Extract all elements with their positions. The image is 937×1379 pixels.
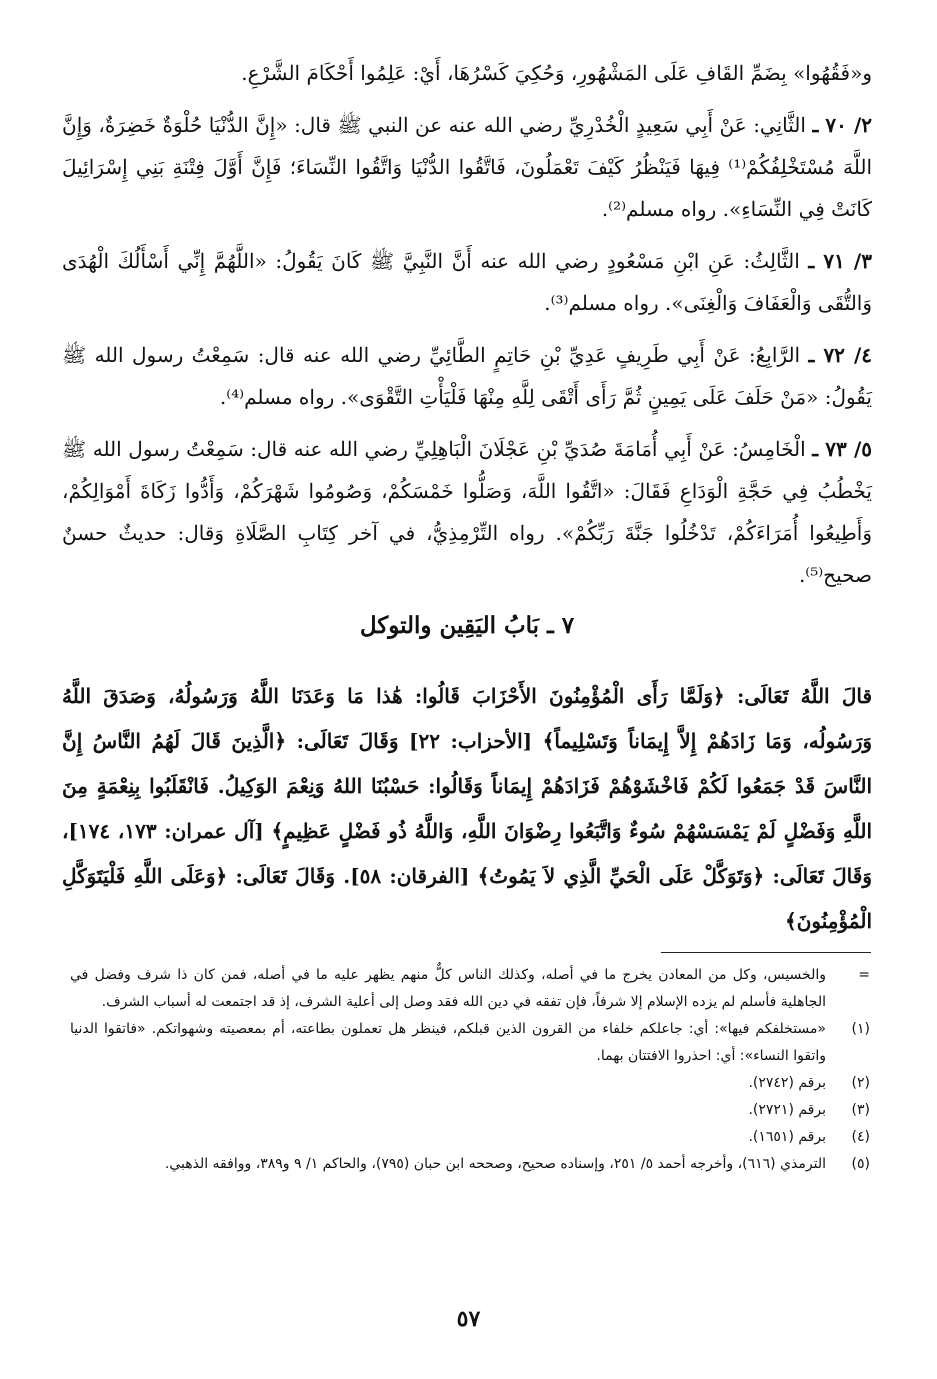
footnote-text: «مستخلفكم فيها»: أي: جاعلكم خلفاء من القرون الذين قبلكم، فينظر هل تعملون بطاعته، أم بمعصيته وشهواتكم. «فاتقوا الدنيا واتقوا النساء»: أي: احذروا الافتتان بهما. xyxy=(70,1021,826,1064)
footnote-mark: (٥) xyxy=(851,1156,870,1172)
footnote-2 xyxy=(70,1070,870,1097)
hadith-text: الثَّانِي: عَنْ أَبِي سَعِيدٍ الْخُدْرِيِّ رضي الله عنه عن النبي ﷺ قال: «إِنَّ الدُّنْيَا حُلْوَةٌ خَضِرَةٌ، وَإِنَّ اللَّهَ مُسْتَخْلِفُكُمْ⁽¹⁾ فِيهَا فَيَنْظُرُ كَيْفَ تَعْمَلُونَ، فَاتَّقُوا الدُّنْيَا وَاتَّقُوا النِّسَاءَ؛ فَإِنَّ أَوَّلَ فِتْنَةِ بَنِي إِسْرَائِيلَ كَانَتْ فِي النِّسَاءِ». رواه مسلم⁽²⁾. xyxy=(62,113,873,221)
footnote-4 xyxy=(70,1124,870,1151)
hadith-72 xyxy=(62,334,872,418)
footnote-text: برقم (١٦٥١). xyxy=(748,1129,826,1145)
footnote-1 xyxy=(70,1016,870,1070)
hadith-73 xyxy=(62,428,872,596)
footnotes xyxy=(70,962,870,1178)
hadith-text: الثَّالِثُ: عَنِ ابْنِ مَسْعُودٍ رضي الله عنه أَنَّ النَّبِيَّ ﷺ كَانَ يَقُولُ: «اللَّهُمَّ إِنِّي أَسْأَلُكَ الْهُدَى وَالتُّقَى وَالْعَفَافَ وَالْغِنَى». رواه مسلم⁽³⁾. xyxy=(62,249,872,315)
main-text xyxy=(62,52,872,944)
hadith-number: ٥/ ٧٣ ـ xyxy=(812,437,872,461)
intro-line: و«فَقُهُوا» بِضَمِّ القَافِ عَلَى المَشْهُورِ، وَحُكِيَ كَسْرُهَا، أَيْ: عَلِمُوا أَحْكَامَ الشَّرْعِ. xyxy=(241,61,872,85)
quran-verses: قالَ اللَّهُ تَعَالَى: ﴿وَلَمَّا رَأَى الْمُؤْمِنُونَ الأَحْزَابَ قَالُوا: هَٰذا مَا وَعَدَنَا اللَّهُ وَرَسُولُهُ، وَصَدَقَ اللَّهُ وَرَسُولُه، وَمَا زَادَهُمْ إِلاَّ إِيمَاناً وَتَسْلِيماً﴾ [الأحزاب: ٢٢] وَقَالَ تَعَالَى: ﴿الَّذِينَ قَالَ لَهُمُ النَّاسُ إِنَّ النَّاسَ قَدْ جَمَعُوا لَكُمْ فَاخْشَوْهُمْ فَزَادَهُمْ إِيمَاناً وَقَالُوا: حَسْبُنَا اللهُ وَنِعْمَ الوَكِيلُ. فَانْقَلَبُوا بِنِعْمَةٍ مِنَ اللَّهِ وَفَضْلٍ لَمْ يَمْسَسْهُمْ سُوءٌ وَاتَّبَعُوا رِضْوَانَ اللَّهِ، وَاللَّهُ ذُو فَضْلٍ عَظِيمٍ﴾ [آل عمران: ١٧٣، ١٧٤]، وَقَالَ تَعَالَى: ﴿وَتَوَكَّلْ عَلَى الْحَيِّ الَّذِي لاَ يَمُوتُ﴾ [الفرقان: ٥٨]. وَقَالَ تَعَالَى: ﴿وَعَلَى اللَّهِ فَلْيَتَوَكَّلِ الْمُؤْمِنُونَ﴾ xyxy=(62,684,873,933)
hadith-text: الرَّابِعُ: عَنْ أَبِي طَرِيفٍ عَدِيِّ بْنِ حَاتِمٍ الطَّائِيِّ رضي الله عنه قال: سَمِعْتُ رسول الله ﷺ يَقُولُ: «مَنْ حَلَفَ عَلَى يَمِينٍ ثُمَّ رَأَى أَتْقَى لِلَّهِ مِنْهَا فَلْيَأْتِ التَّقْوَى». رواه مسلم⁽⁴⁾. xyxy=(62,343,872,409)
footnote-3 xyxy=(70,1097,870,1124)
footnote-text: الترمذي (٦١٦)، وأخرجه أحمد ٥/ ٢٥١، وإسناده صحيح، وصححه ابن حبان (٧٩٥)، والحاكم ١/ ٩ و٣٨٩، ووافقه الذهبي. xyxy=(164,1156,826,1172)
footnote-text: برقم (٢٧٤٢). xyxy=(748,1075,826,1091)
footnote-text: والخسيس، وكل من المعادن يخرج ما في أصله، وكذلك الناس كلٌّ منهم يظهر عليه ما في أصله، فمن كان ذا شرف وفضل في الجاهلية فأسلم لم يزده الإسلام إلا شرفاً، فإن تفقه في دين الله فقد وصل إلى أعلية الشرف، إذ قد اجتمعت له أسباب الشرف. xyxy=(70,967,826,1010)
chapter-title: ٧ ـ بَابُ اليَقِين والتوكل xyxy=(359,612,575,639)
footnote-mark: (٤) xyxy=(851,1129,870,1145)
footnote-5 xyxy=(70,1151,870,1178)
hadith-70 xyxy=(62,104,872,230)
hadith-number: ٣/ ٧١ ـ xyxy=(808,249,872,273)
footnote-mark: (٣) xyxy=(851,1102,870,1118)
hadith-71 xyxy=(62,240,872,324)
footnote-continuation xyxy=(70,962,870,1016)
footnote-mark: = xyxy=(858,967,870,983)
footnote-text: برقم (٢٧٢١). xyxy=(748,1102,826,1118)
footnote-divider xyxy=(661,952,871,953)
footnote-mark: (١) xyxy=(851,1021,870,1037)
hadith-text: الْخَامِسُ: عَنْ أَبِي أُمَامَةَ صُدَيِّ بْنِ عَجْلَانَ الْبَاهِلِيِّ رضي الله عنه قال: سَمِعْتُ رسول الله ﷺ يَخْطُبُ فِي حَجَّةِ الْوَدَاعِ فَقَالَ: «اتَّقُوا اللَّهَ، وَصَلُّوا خَمْسَكُمْ، وَصُومُوا شَهْرَكُمْ، وَأَدُّوا زَكَاةَ أَمْوَالِكُمْ، وَأَطِيعُوا أُمَرَاءَكُمْ، تَدْخُلُوا جَنَّةَ رَبِّكُمْ». رواه التِّرْمِذِيُّ، في آخر كِتَابِ الصَّلَاةِ وَقال: حديثٌ حسنٌ صحيح⁽⁵⁾. xyxy=(62,437,872,587)
footnote-mark: (٢) xyxy=(851,1075,870,1091)
page-number: ٥٧ xyxy=(456,1306,481,1332)
hadith-number: ٤/ ٧٢ ـ xyxy=(808,343,872,367)
hadith-number: ٢/ ٧٠ ـ xyxy=(812,113,873,137)
